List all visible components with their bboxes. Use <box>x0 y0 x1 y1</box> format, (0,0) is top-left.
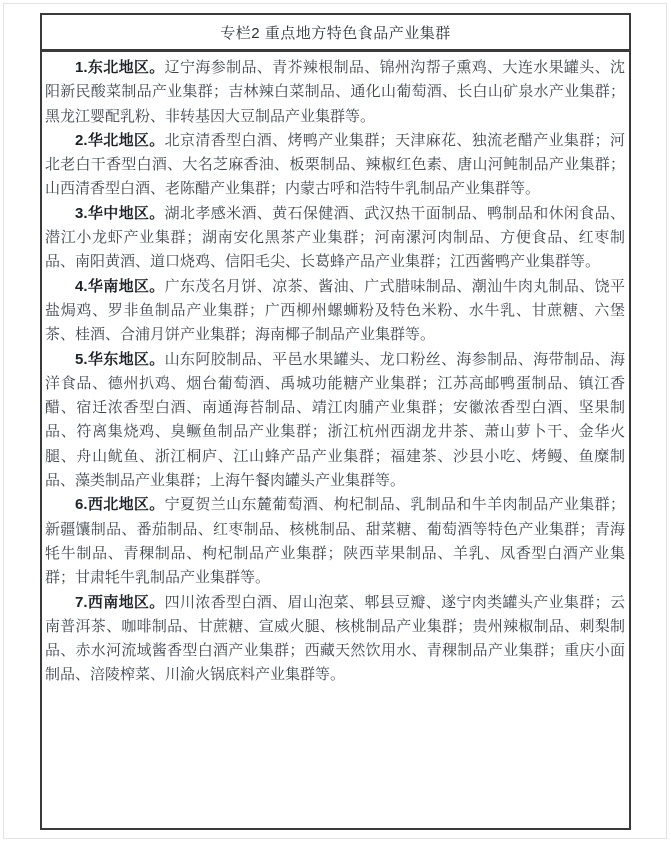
section-body-central: 湖北孝感米酒、黄石保健酒、武汉热干面制品、鸭制品和休闲食品、潜江小龙虾产业集群；湖南安化黑茶产业集群；河南漯河肉制品、方便食品、红枣制品、南阳黄酒、道口烧鸡、信阳毛尖、长葛蜂产品产业集群；江西酱鸭产业集群等。 <box>45 204 625 271</box>
section-body-east: 山东阿胶制品、平邑水果罐头、龙口粉丝、海参制品、海带制品、海洋食品、德州扒鸡、烟台葡萄酒、禹城功能糖产业集群；江苏高邮鸭蛋制品、镇江香醋、宿迁浓香型白酒、南通海苔制品、靖江肉脯产业集群；安徽浓香型白酒、坚果制品、符离集烧鸡、臭鳜鱼制品产业集群；浙江杭州西湖龙井茶、萧山萝卜干、金华火腿、舟山鱿鱼、浙江桐庐、江山蜂产品产业集群；福建茶、沙县小吃、烤鳗、鱼糜制品、藻类制品产业集群；上海午餐肉罐头产业集群等。 <box>45 350 625 490</box>
section-paragraph-southwest <box>45 591 625 688</box>
section-body-south: 广东茂名月饼、凉茶、酱油、广式腊味制品、潮汕牛肉丸制品、饶平盐焗鸡、罗非鱼制品产业集群；广西柳州螺蛳粉及特色米粉、水牛乳、甘蔗糖、六堡茶、桂酒、合浦月饼产业集群；海南椰子制品产业集群等。 <box>45 277 625 344</box>
column-panel <box>40 13 631 830</box>
section-paragraph-north <box>45 129 625 202</box>
section-head-northwest: 6.西北地区。 <box>75 496 165 514</box>
panel-title-box <box>40 13 631 52</box>
section-head-southwest: 7.西南地区。 <box>75 593 165 611</box>
section-body-north: 北京清香型白酒、烤鸭产业集群；天津麻花、独流老醋产业集群；河北老白干香型白酒、大名芝麻香油、板栗制品、辣椒红色素、唐山河鲀制品产业集群；山西清香型白酒、老陈醋产业集群；内蒙古呼和浩特牛乳制品产业集群等。 <box>45 131 625 198</box>
section-paragraph-east <box>45 348 625 494</box>
section-head-north: 2.华北地区。 <box>75 131 165 149</box>
section-body-northwest: 宁夏贺兰山东麓葡萄酒、枸杞制品、乳制品和牛羊肉制品产业集群；新疆馕制品、番茄制品、红枣制品、核桃制品、甜菜糖、葡萄酒等特色产业集群；青海牦牛制品、青稞制品、枸杞制品产业集群；陕西苹果制品、羊乳、凤香型白酒产业集群；甘肃牦牛乳制品产业集群等。 <box>45 496 625 587</box>
panel-content-box <box>40 52 631 830</box>
section-head-central: 3.华中地区。 <box>75 204 165 222</box>
section-body-northeast: 辽宁海参制品、青芥辣根制品、锦州沟帮子熏鸡、大连水果罐头、沈阳新民酸菜制品产业集群；吉林辣白菜制品、通化山葡萄酒、长白山矿泉水产业集群；黑龙江婴配乳粉、非转基因大豆制品产业集群等。 <box>45 59 625 125</box>
section-head-south: 4.华南地区。 <box>75 277 165 295</box>
section-body-southwest: 四川浓香型白酒、眉山泡菜、郫县豆瓣、遂宁肉类罐头产业集群；云南普洱茶、咖啡制品、甘蔗糖、宣威火腿、核桃制品产业集群；贵州辣椒制品、刺梨制品、赤水河流域酱香型白酒产业集群；西藏天然饮用水、青稞制品产业集群；重庆小面制品、涪陵榨菜、川渝火锅底料产业集群等。 <box>45 593 625 684</box>
section-paragraph-central <box>45 202 625 275</box>
section-paragraph-south <box>45 275 625 348</box>
section-paragraph-northwest <box>45 493 625 590</box>
section-head-northeast: 1.东北地区。 <box>75 59 165 76</box>
section-paragraph-northeast <box>45 56 625 129</box>
section-head-east: 5.华东地区。 <box>75 350 165 368</box>
panel-title: 专栏2 重点地方特色食品产业集群 <box>220 24 451 42</box>
